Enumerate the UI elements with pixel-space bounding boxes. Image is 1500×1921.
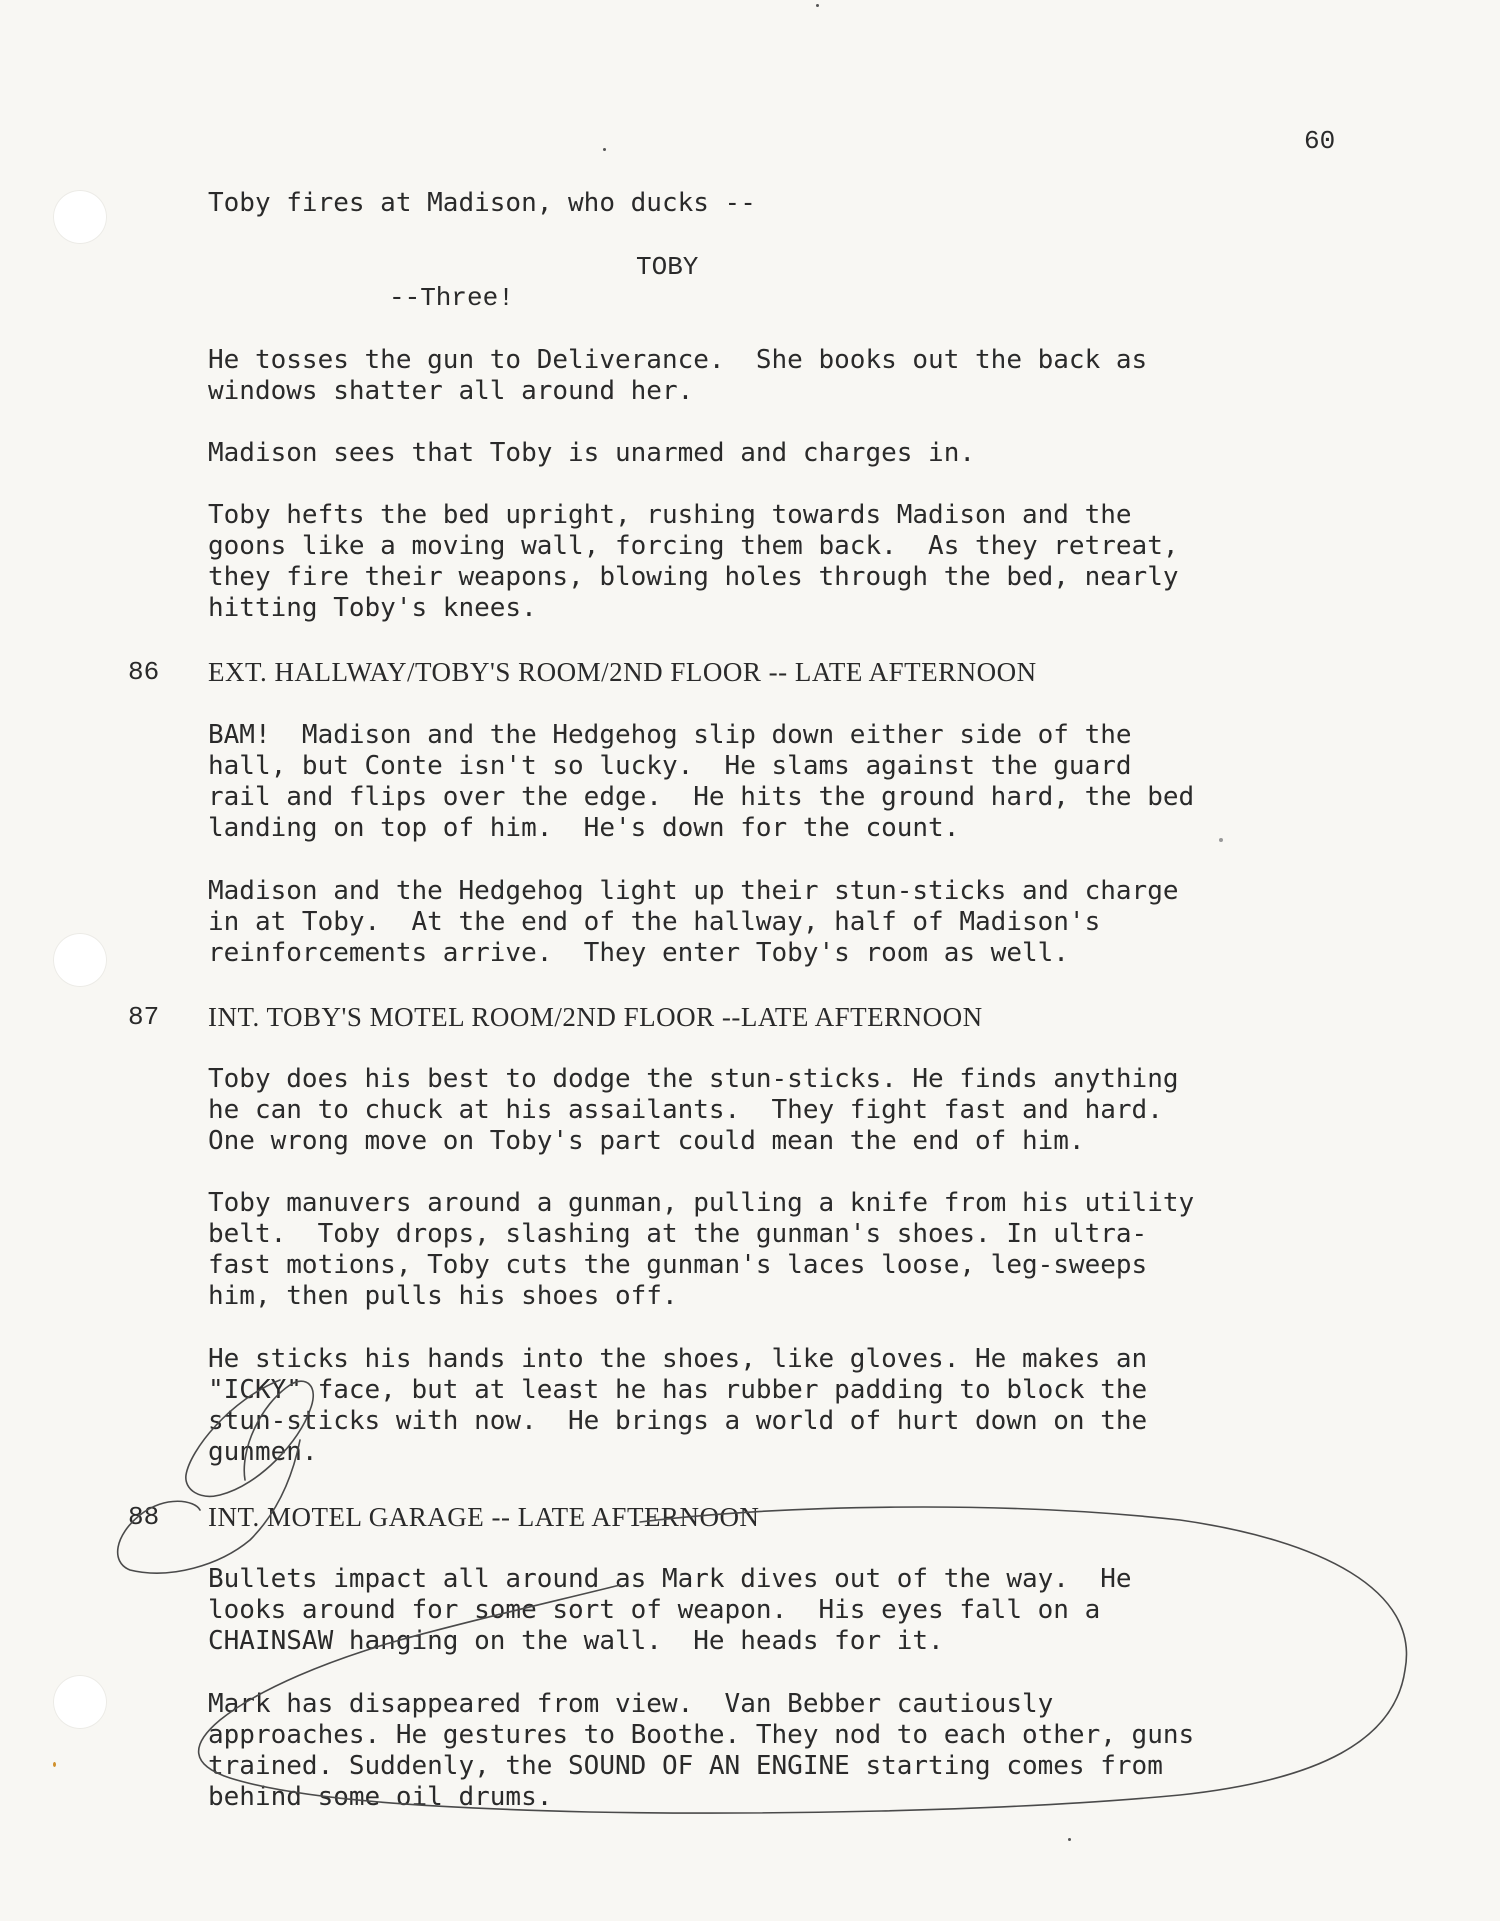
scene-heading: INT. MOTEL GARAGE -- LATE AFTERNOON [208, 1502, 760, 1532]
action-paragraph: Bullets impact all around as Mark dives out of the way. He looks around for some sort of weapon. His eyes fall on a CHAINSAW hanging on the wall. He heads for it. [208, 1564, 1132, 1656]
scene-number: 88 [128, 1502, 160, 1532]
scene-heading: INT. TOBY'S MOTEL ROOM/2ND FLOOR --LATE AFTERNOON [208, 1002, 983, 1032]
action-paragraph: Mark has disappeared from view. Van Bebber cautiously approaches. He gestures to Boothe. They nod to each other, guns trained. Suddenly, the SOUND OF AN ENGINE starting comes from behind some oil drums. [208, 1689, 1195, 1812]
paper-speck [1068, 1838, 1071, 1841]
character-name: TOBY [636, 252, 699, 282]
action-paragraph: Madison and the Hedgehog light up their stun-sticks and charge in at Toby. At the end of the hallway, half of Madison's reinforcements arrive. They enter Toby's room as well. [208, 876, 1179, 968]
binder-hole-top [53, 190, 107, 244]
action-paragraph: Toby manuvers around a gunman, pulling a knife from his utility belt. Toby drops, slashing at the gunman's shoes. In ultra- fast motions, Toby cuts the gunman's laces loose, leg-sweeps him, then pulls his shoes off. [208, 1188, 1195, 1311]
action-paragraph: Toby does his best to dodge the stun-sticks. He finds anything he can to chuck at his assailants. They fight fast and hard. One wrong move on Toby's part could mean the end of him. [208, 1064, 1179, 1156]
action-paragraph: Toby hefts the bed upright, rushing towards Madison and the goons like a moving wall, forcing them back. As they retreat, they fire their weapons, blowing holes through the bed, nearly hitting Toby's knees. [208, 500, 1179, 623]
paper-speck [53, 1762, 56, 1767]
paper-speck [603, 148, 606, 151]
action-paragraph: He sticks his hands into the shoes, like gloves. He makes an "ICKY" face, but at least he has rubber padding to block the stun-sticks with now. He brings a world of hurt down on the gunmen. [208, 1344, 1148, 1467]
dialogue-line: --Three! [389, 283, 514, 313]
action-paragraph: BAM! Madison and the Hedgehog slip down either side of the hall, but Conte isn't so lucky. He slams against the guard rail and flips over the edge. He hits the ground hard, the bed landing on top of him. He's down for the count. [208, 720, 1195, 843]
scene-number: 87 [128, 1002, 160, 1032]
binder-hole-middle [53, 933, 107, 987]
action-paragraph: He tosses the gun to Deliverance. She books out the back as windows shatter all around her. [208, 345, 1148, 406]
paper-speck [816, 4, 819, 7]
action-paragraph: Madison sees that Toby is unarmed and charges in. [208, 438, 976, 468]
action-paragraph: Toby fires at Madison, who ducks -- [208, 188, 756, 218]
scene-heading: EXT. HALLWAY/TOBY'S ROOM/2ND FLOOR -- LATE AFTERNOON [208, 657, 1037, 687]
scene-number: 86 [128, 657, 160, 687]
binder-hole-bottom [53, 1675, 107, 1729]
page-number: 60 [1304, 126, 1336, 156]
